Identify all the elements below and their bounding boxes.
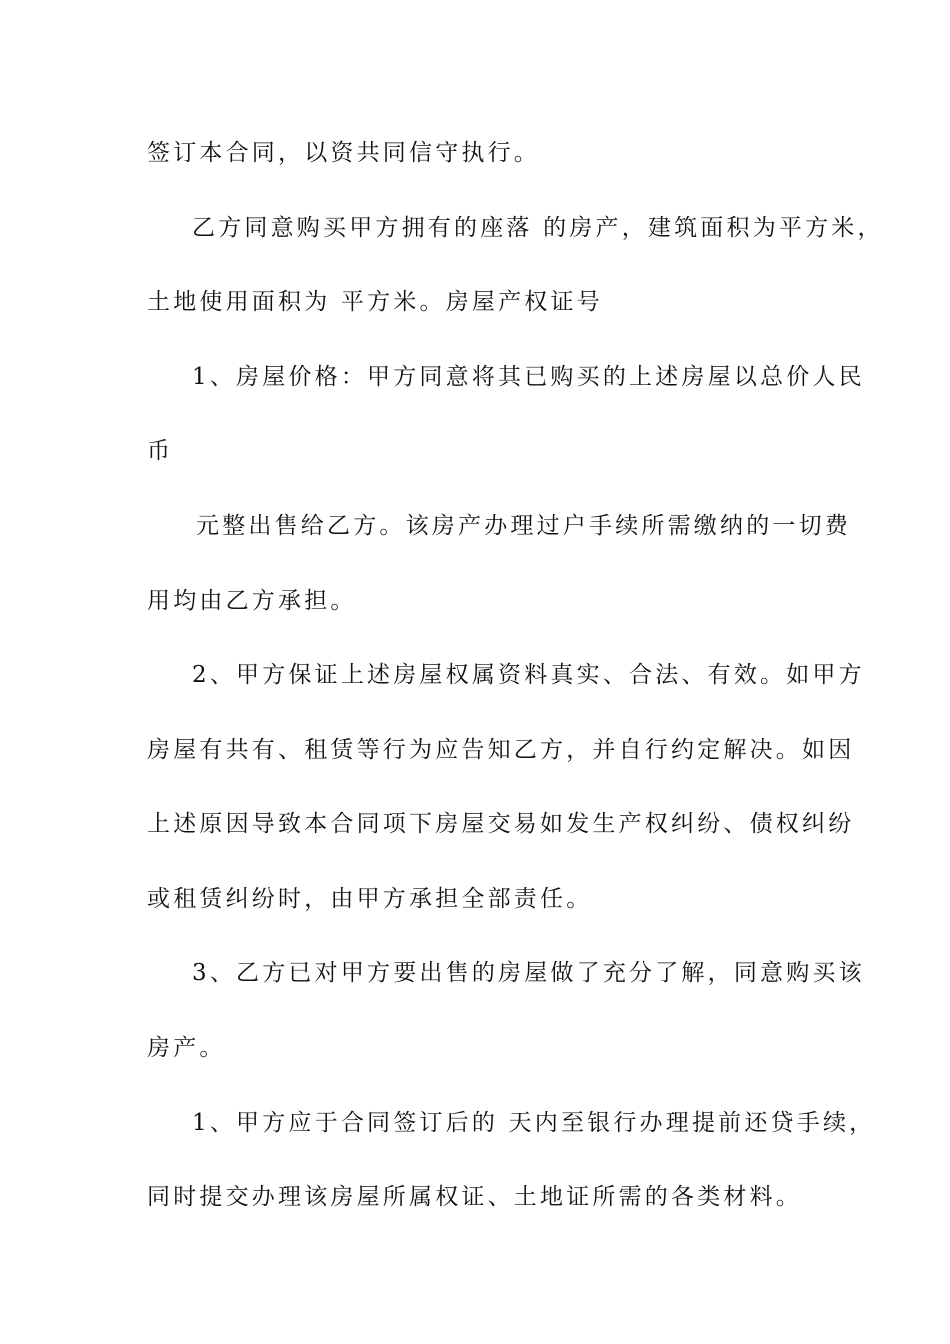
text-line-12: 3、乙方已对甲方要出售的房屋做了充分了解，同意购买该 xyxy=(192,960,865,986)
text-line-3: 土地使用面积为 平方米。房屋产权证号 xyxy=(147,289,603,315)
text-line-5: 币 xyxy=(147,438,174,464)
text-line-8: 2、甲方保证上述房屋权属资料真实、合法、有效。如甲方 xyxy=(192,662,865,688)
text-line-2: 乙方同意购买甲方拥有的座落 的房产，建筑面积为平方米， xyxy=(192,215,884,241)
text-line-10: 上述原因导致本合同项下房屋交易如发生产权纠纷、债权纠纷 xyxy=(147,811,855,837)
text-line-9: 房屋有共有、租赁等行为应告知乙方，并自行约定解决。如因 xyxy=(147,737,855,763)
text-line-1: 签订本合同，以资共同信守执行。 xyxy=(147,140,540,166)
text-line-14: 1、甲方应于合同签订后的 天内至银行办理提前还贷手续， xyxy=(192,1110,876,1136)
text-line-13: 房产。 xyxy=(147,1035,226,1061)
text-line-11: 或租赁纠纷时，由甲方承担全部责任。 xyxy=(147,886,593,912)
text-line-6: 元整出售给乙方。该房产办理过户手续所需缴纳的一切费 xyxy=(196,513,851,539)
text-line-7: 用均由乙方承担。 xyxy=(147,588,357,614)
text-line-15: 同时提交办理该房屋所属权证、土地证所需的各类材料。 xyxy=(147,1184,802,1210)
text-line-4: 1、房屋价格：甲方同意将其已购买的上述房屋以总价人民 xyxy=(192,364,865,390)
